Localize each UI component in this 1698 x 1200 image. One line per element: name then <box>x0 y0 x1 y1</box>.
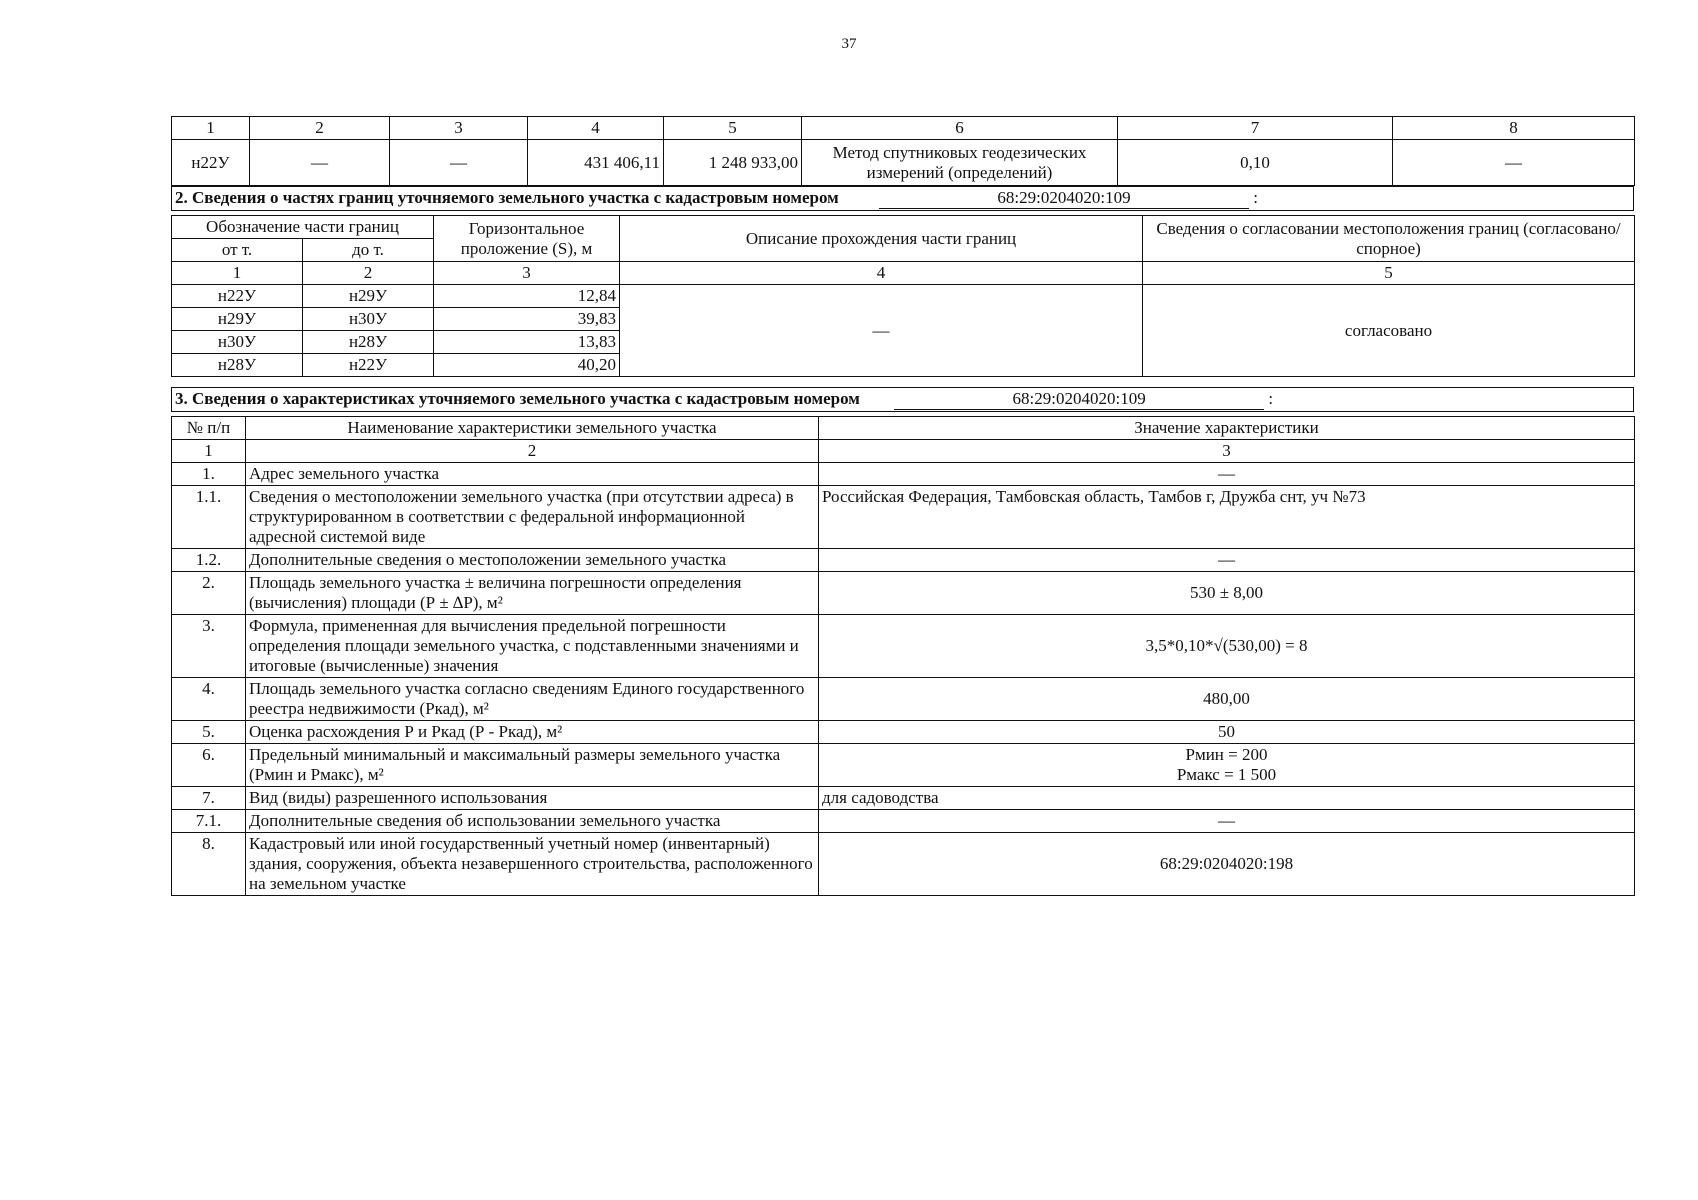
row-number: 7.1. <box>172 810 246 833</box>
characteristic-value: 480,00 <box>819 678 1635 721</box>
to-point: н29У <box>303 285 434 308</box>
col-num: 1 <box>172 117 250 140</box>
col-num: 6 <box>802 117 1118 140</box>
characteristic-name: Предельный минимальный и максимальный размеры земельного участка (Рмин и Рмакс), м² <box>246 744 819 787</box>
col-num: 4 <box>620 262 1143 285</box>
col-num-header: № п/п <box>172 417 246 440</box>
section3-header <box>171 387 1634 412</box>
col-designation: Обозначение части границ <box>172 216 434 239</box>
characteristic-name: Площадь земельного участка согласно сведениям Единого государственного реестра недвижимости (Ркад), м² <box>246 678 819 721</box>
col-num: 5 <box>1143 262 1635 285</box>
to-point: н30У <box>303 308 434 331</box>
col-num: 2 <box>250 117 390 140</box>
characteristic-value: — <box>819 810 1635 833</box>
col-description: Описание прохождения части границ <box>620 216 1143 262</box>
row-number: 6. <box>172 744 246 787</box>
table-row <box>172 463 1635 486</box>
characteristic-value: для садоводства <box>819 787 1635 810</box>
from-point: н30У <box>172 331 303 354</box>
section2-header <box>171 186 1634 211</box>
table-row <box>172 140 1635 186</box>
table-row <box>172 787 1635 810</box>
row-number: 3. <box>172 615 246 678</box>
section3-cadastral: 68:29:0204020:109 <box>894 389 1264 410</box>
col-from: от т. <box>172 239 303 262</box>
table-row <box>172 721 1635 744</box>
col-name-header: Наименование характеристики земельного участка <box>246 417 819 440</box>
col-num: 2 <box>246 440 819 463</box>
col-num: 2 <box>303 262 434 285</box>
col-num: 3 <box>390 117 528 140</box>
col-num: 8 <box>1393 117 1635 140</box>
table-row <box>172 744 1635 787</box>
characteristic-value: — <box>819 463 1635 486</box>
col-num: 4 <box>528 117 664 140</box>
section3-suffix: : <box>1268 389 1274 408</box>
boundary-parts-table <box>171 215 1635 377</box>
table-row <box>172 285 1635 308</box>
section2-suffix: : <box>1253 188 1258 207</box>
table-row <box>172 810 1635 833</box>
method: Метод спутниковых геодезических измерений (определений) <box>802 140 1118 186</box>
col-num: 3 <box>819 440 1635 463</box>
y-coordinate: 1 248 933,00 <box>664 140 802 186</box>
cell: — <box>250 140 390 186</box>
from-point: н22У <box>172 285 303 308</box>
page-number: 37 <box>841 36 857 52</box>
col-num: 7 <box>1118 117 1393 140</box>
col-agreement: Сведения о согласовании местоположения границ (согласовано/спорное) <box>1143 216 1635 262</box>
cell: — <box>390 140 528 186</box>
characteristic-value: 530 ± 8,00 <box>819 572 1635 615</box>
characteristic-name: Оценка расхождения Р и Ркад (Р - Ркад), м² <box>246 721 819 744</box>
row-number: 1. <box>172 463 246 486</box>
table-row <box>172 486 1635 549</box>
characteristic-name: Дополнительные сведения о местоположении земельного участка <box>246 549 819 572</box>
table-row <box>172 549 1635 572</box>
section2-title: 2. Сведения о частях границ уточняемого земельного участка с кадастровым номером <box>175 188 839 207</box>
characteristic-value: 68:29:0204020:198 <box>819 833 1635 896</box>
horizontal-length: 39,83 <box>434 308 620 331</box>
section2-cadastral: 68:29:0204020:109 <box>879 188 1249 209</box>
coordinates-table <box>171 116 1635 186</box>
col-num: 3 <box>434 262 620 285</box>
col-num: 5 <box>664 117 802 140</box>
characteristic-name: Дополнительные сведения об использовании земельного участка <box>246 810 819 833</box>
max-size: Рмакс = 1 500 <box>1176 765 1277 784</box>
characteristic-name: Площадь земельного участка ± величина погрешности определения (вычисления) площади (Р ± ∆Р), м² <box>246 572 819 615</box>
accuracy: 0,10 <box>1118 140 1393 186</box>
section3-title: 3. Сведения о характеристиках уточняемого земельного участка с кадастровым номером <box>175 389 860 408</box>
row-number: 8. <box>172 833 246 896</box>
horizontal-length: 40,20 <box>434 354 620 377</box>
row-number: 5. <box>172 721 246 744</box>
horizontal-length: 12,84 <box>434 285 620 308</box>
characteristic-value: 50 <box>819 721 1635 744</box>
col-horizontal: Горизонтальное проложение (S), м <box>434 216 620 262</box>
characteristic-value: Российская Федерация, Тамбовская область, Тамбов г, Дружба снт, уч №73 <box>819 486 1635 549</box>
x-coordinate: 431 406,11 <box>528 140 664 186</box>
characteristic-value: — <box>819 549 1635 572</box>
to-point: н28У <box>303 331 434 354</box>
table-row <box>172 833 1635 896</box>
row-number: 7. <box>172 787 246 810</box>
table-row <box>172 615 1635 678</box>
cell: — <box>1393 140 1635 186</box>
row-number: 4. <box>172 678 246 721</box>
col-num: 1 <box>172 262 303 285</box>
characteristic-value <box>819 744 1635 787</box>
characteristic-name: Адрес земельного участка <box>246 463 819 486</box>
characteristics-table <box>171 416 1635 896</box>
row-number: 1.2. <box>172 549 246 572</box>
characteristic-name: Кадастровый или иной государственный учетный номер (инвентарный) здания, сооружения, объекта незавершенного строительства, расположенного на земельном участке <box>246 833 819 896</box>
col-num: 1 <box>172 440 246 463</box>
characteristic-name: Сведения о местоположении земельного участка (при отсутствии адреса) в структурированном в соответствии с федеральной информационной адресной системой виде <box>246 486 819 549</box>
agreement-status: согласовано <box>1143 285 1635 377</box>
section3-title-cell <box>172 388 1634 412</box>
description: — <box>620 285 1143 377</box>
row-number: 2. <box>172 572 246 615</box>
characteristic-name: Формула, примененная для вычисления предельной погрешности определения площади земельного участка, с подставленными значениями и итоговые (вычисленные) значения <box>246 615 819 678</box>
horizontal-length: 13,83 <box>434 331 620 354</box>
col-to: до т. <box>303 239 434 262</box>
characteristic-value: 3,5*0,10*√(530,00) = 8 <box>819 615 1635 678</box>
point-name: н22У <box>172 140 250 186</box>
row-number: 1.1. <box>172 486 246 549</box>
col-value-header: Значение характеристики <box>819 417 1635 440</box>
table-row <box>172 572 1635 615</box>
from-point: н29У <box>172 308 303 331</box>
table-row <box>172 678 1635 721</box>
to-point: н22У <box>303 354 434 377</box>
from-point: н28У <box>172 354 303 377</box>
min-size: Рмин = 200 <box>1185 745 1268 764</box>
characteristic-name: Вид (виды) разрешенного использования <box>246 787 819 810</box>
section2-title-cell <box>172 187 1634 211</box>
coordinates-header-row <box>172 117 1635 140</box>
